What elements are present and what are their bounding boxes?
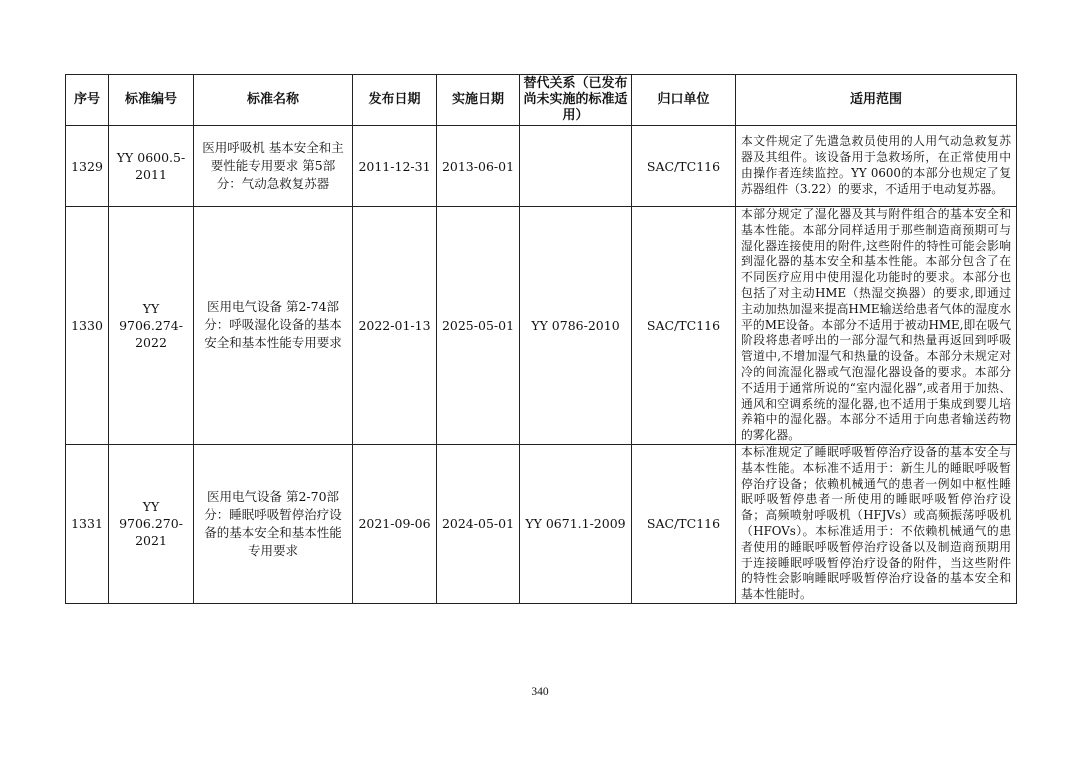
cell-seq: 1330	[66, 207, 109, 445]
table-row	[66, 207, 1017, 445]
cell-authority: SAC/TC116	[632, 126, 736, 207]
cell-replacement	[520, 126, 632, 207]
header-effective-date: 实施日期	[437, 75, 520, 126]
header-std-no: 标准编号	[109, 75, 194, 126]
cell-authority: SAC/TC116	[632, 444, 736, 603]
page-number: 340	[531, 686, 549, 698]
cell-publish-date: 2011-12-31	[353, 126, 437, 207]
cell-publish-date: 2021-09-06	[353, 444, 437, 603]
cell-scope: 本文件规定了先遣急救员使用的人用气动急救复苏器及其组件。该设备用于急救场所，在正常使用中由操作者连续监控。YY 0600的本部分也规定了复苏器组件（3.22）的要求，不适用于电动复苏器。	[736, 126, 1017, 207]
header-publish-date: 发布日期	[353, 75, 437, 126]
table-row	[66, 126, 1017, 207]
cell-effective-date: 2024-05-01	[437, 444, 520, 603]
standards-table	[65, 74, 1017, 604]
cell-std-no: YY 0600.5-2011	[109, 126, 194, 207]
cell-seq: 1331	[66, 444, 109, 603]
cell-replacement: YY 0671.1-2009	[520, 444, 632, 603]
cell-effective-date: 2025-05-01	[437, 207, 520, 445]
cell-std-name: 医用呼吸机 基本安全和主要性能专用要求 第5部分：气动急救复苏器	[194, 126, 353, 207]
cell-std-no: YY 9706.274-2022	[109, 207, 194, 445]
cell-std-no: YY 9706.270-2021	[109, 444, 194, 603]
table-row	[66, 444, 1017, 603]
cell-replacement: YY 0786-2010	[520, 207, 632, 445]
cell-effective-date: 2013-06-01	[437, 126, 520, 207]
header-std-name: 标准名称	[194, 75, 353, 126]
cell-authority: SAC/TC116	[632, 207, 736, 445]
cell-std-name: 医用电气设备 第2-70部分：睡眠呼吸暂停治疗设备的基本安全和基本性能专用要求	[194, 444, 353, 603]
header-seq: 序号	[66, 75, 109, 126]
table-header-row	[66, 75, 1017, 126]
cell-std-name: 医用电气设备 第2-74部分：呼吸湿化设备的基本安全和基本性能专用要求	[194, 207, 353, 445]
header-scope: 适用范围	[736, 75, 1017, 126]
cell-scope: 本部分规定了湿化器及其与附件组合的基本安全和基本性能。本部分同样适用于那些制造商预期可与湿化器连接使用的附件,这些附件的特性可能会影响到湿化器的基本安全和基本性能。本部分包含了在不同医疗应用中使用湿化功能时的要求。本部分也包括了对主动HME（热湿交换器）的要求,即通过主动加热加湿来提高HME输送给患者气体的湿度水平的ME设备。本部分不适用于被动HME,即在吸气阶段将患者呼出的一部分湿气和热量再返回到呼吸管道中,不增加湿气和热量的设备。本部分未规定对冷的间流湿化器或气泡湿化器设备的要求。本部分不适用于通常所说的“室内湿化器”,或者用于加热、通风和空调系统的湿化器,也不适用于集成到婴儿培养箱中的湿化器。本部分不适用于向患者输送药物的雾化器。	[736, 207, 1017, 445]
header-replacement: 替代关系（已发布尚未实施的标准适用）	[520, 75, 632, 126]
header-authority: 归口单位	[632, 75, 736, 126]
cell-scope: 本标准规定了睡眠呼吸暂停治疗设备的基本安全与基本性能。本标准不适用于：新生儿的睡眠呼吸暂停治疗设备；依赖机械通气的患者一例如中枢性睡眠呼吸暂停患者一所使用的睡眠呼吸暂停治疗设备；高频喷射呼吸机（HFJVs）或高频振荡呼吸机（HFOVs）。本标准适用于：不依赖机械通气的患者使用的睡眠呼吸暂停治疗设备以及制造商预期用于连接睡眠呼吸暂停治疗设备的附件，当这些附件的特性会影响睡眠呼吸暂停治疗设备的基本安全和基本性能时。	[736, 444, 1017, 603]
cell-publish-date: 2022-01-13	[353, 207, 437, 445]
cell-seq: 1329	[66, 126, 109, 207]
